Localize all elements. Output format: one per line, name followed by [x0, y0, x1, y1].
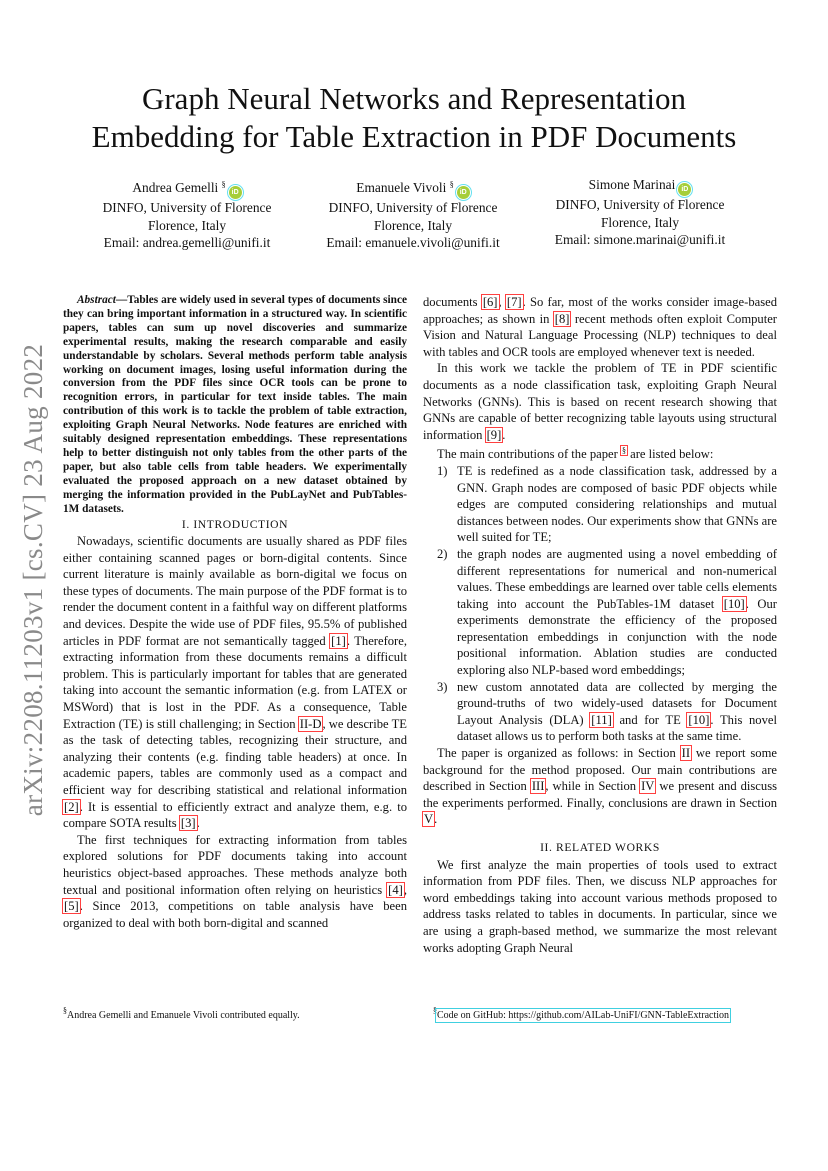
citation-link[interactable]: [1]: [331, 633, 346, 648]
section-heading-related-works: II. RELATED WORKS: [540, 841, 660, 854]
intro-paragraph-1: [63, 533, 407, 832]
author-block-3: [525, 176, 755, 249]
paragraph-text: .: [502, 427, 506, 442]
author-email: Email: emanuele.vivoli@unifi.it: [326, 235, 500, 250]
author-affiliation: DINFO, University of Florence: [102, 200, 272, 215]
citation-link[interactable]: [4]: [388, 882, 403, 897]
list-number: 3): [437, 679, 448, 694]
paragraph-text: we report some background for the method proposed. Our main contributions are described in Section: [423, 746, 777, 794]
paragraph-text: , we describe TE as the task of detecting tables, recognizing their structure, and analyzing their contents (e.g. finding table headers) at once. In academic papers, tables are commonly used as a compact and efficient way for describing statistical and relational information: [63, 716, 407, 797]
related-paragraph-1: We first analyze the main properties of tools used to extract information from PDF files. Then, we discuss NLP approaches for word embeddings taking into account various methods proposed to address tasks related to tables in documents. In particular, since we are using a graph-based method, we summarize the most relevant works adopting Graph Neural: [423, 857, 777, 955]
paragraph-text: .: [196, 816, 200, 831]
abstract-label: Abstract: [77, 294, 116, 306]
paragraph-text: In this work we tackle the problem of TE in PDF scientific documents as a node classification task, exploiting Graph Neural Networks (GNNs). This is based on recent research showing that GNNs are capable of better recognizing table layouts using structural information: [423, 361, 777, 442]
list-item: [423, 546, 777, 679]
citation-link[interactable]: [5]: [64, 899, 79, 914]
paragraph-text: recent methods often exploit Computer Vision and Natural Language Processing (NLP) techniques to deal with tables and OCR tools are employed whenever text is needed.: [423, 311, 777, 359]
paragraph-text: . So far, most of the works consider image-based approaches; as shown in: [423, 295, 778, 326]
author-city: Florence, Italy: [373, 217, 453, 233]
author-email: Email: andrea.gemelli@unifi.it: [103, 235, 271, 250]
title-line-2: Embedding for Table Extraction in PDF Documents: [91, 119, 737, 154]
section-link[interactable]: IV: [641, 779, 655, 794]
footnote-mark: §: [433, 1006, 437, 1015]
author-email: Email: simone.marinai@unifi.it: [554, 232, 726, 247]
intro-paragraph-2: [63, 832, 407, 932]
title-line-1: Graph Neural Networks and Representation: [141, 81, 687, 116]
paragraph-text: . Since 2013, competitions on table analysis have been organized to deal with both born-digital and scanned: [63, 899, 407, 930]
citation-link[interactable]: [11]: [591, 712, 612, 727]
contributions-list: [423, 463, 777, 745]
github-link[interactable]: Code on GitHub: https://github.com/AILab-UniFI/GNN-TableExtraction: [437, 1010, 730, 1021]
citation-link[interactable]: [10]: [723, 596, 745, 611]
author-block-1: [72, 176, 302, 252]
paragraph-text: . It is essential to efficiently extract and analyze them, e.g. to compare SOTA results: [63, 799, 407, 831]
citation-link[interactable]: [3]: [180, 816, 196, 831]
paragraph-text: . Our experiments demonstrate the efficiency of the proposed representation embeddings in conjunction with the node positional information. Ablation studies are conducted exploring also NLP-based word embeddings;: [457, 596, 777, 678]
paragraph-text: .: [434, 812, 438, 827]
section-link[interactable]: II: [681, 746, 691, 761]
paragraph-text: the graph nodes are augmented using a novel embedding of different representations for numerical and non-numerical values. These embeddings are learned over table cells elements taking into account the PubTables-1M dataset: [457, 546, 777, 611]
abstract-text: —Tables are widely used in several types of documents since they can bring important information in a structured way. In scientific papers, tables can sum up novel discoveries and summarize experimental results, making the research comparable and easily understandable by scholars. Several methods perform table analysis working on document images, losing useful information during the conversion from the PDF files since OCR tools can be prone to recognition errors, in particular for text inside tables. The main contribution of this work is to tackle the problem of table extraction, exploiting Graph Neural Networks. Node features are enriched with suitably designed representation embeddings. These representations help to better distinguish not only tables from the other parts of the paper, but also table cells from table headers. We experimentally evaluated the proposed approach on a new dataset obtained by merging the information provided in the PubLayNet and PubTables-1M datasets.: [63, 294, 407, 515]
author-city: Florence, Italy: [147, 217, 227, 233]
author-affiliation: DINFO, University of Florence: [328, 200, 498, 215]
citation-link[interactable]: [7]: [506, 295, 522, 309]
author-name: Andrea Gemelli: [132, 180, 219, 195]
footnote-text: Andrea Gemelli and Emanuele Vivoli contributed equally.: [67, 1010, 300, 1021]
equal-contribution-mark: §: [449, 180, 454, 189]
section-link[interactable]: III: [531, 779, 545, 794]
paragraph-text: The first techniques for extracting information from tables explored solutions for PDF documents taking into account heuristics object-based approaches. These methods analyze both textual and positional information often relying on heuristics: [63, 832, 407, 897]
paragraph-text: documents: [423, 295, 482, 309]
author-name: Simone Marinai: [588, 177, 676, 192]
citation-link[interactable]: [6]: [482, 295, 498, 309]
orcid-icon[interactable]: iD: [678, 183, 691, 196]
paper-title: [40, 80, 788, 156]
right-column: [423, 294, 777, 956]
author-block-2: [298, 176, 528, 252]
author-name: Emanuele Vivoli: [356, 180, 447, 195]
right-paragraph-1: [423, 294, 777, 360]
citation-link[interactable]: [8]: [554, 311, 570, 326]
orcid-icon[interactable]: iD: [457, 186, 470, 199]
list-number: 1): [437, 463, 448, 478]
footnote-right: [433, 1004, 729, 1022]
paragraph-text: TE is redefined as a node classification task, addressed by a GNN. Graph nodes are composed of basic PDF objects while edges are computed considering relationships and mutual distances between nodes. Our experiments show that GNNs are well suited for TE;: [457, 463, 778, 545]
paragraph-text: The paper is organized as follows: in Section: [437, 746, 681, 761]
footnote-mark: §: [63, 1006, 67, 1015]
section-link[interactable]: II-D: [299, 716, 322, 731]
orcid-icon[interactable]: iD: [229, 186, 242, 199]
left-column: [63, 294, 407, 931]
list-item: [423, 679, 777, 745]
right-paragraph-2: [423, 360, 777, 443]
citation-link[interactable]: [9]: [486, 427, 502, 442]
author-affiliation: DINFO, University of Florence: [555, 197, 725, 212]
paragraph-text: , while in Section: [545, 779, 641, 794]
footnote-link[interactable]: §: [621, 446, 626, 456]
paragraph-text: ,: [403, 882, 407, 897]
paragraph-text: new custom annotated data are collected by merging the ground-truths of two widely-used datasets for Document Layout Analysis (DLA): [457, 679, 777, 727]
list-item: [423, 463, 777, 546]
citation-link[interactable]: [2]: [64, 799, 79, 814]
paragraph-text: we present and discuss the experiments performed. Finally, conclusions are drawn in Section: [423, 779, 777, 810]
section-link[interactable]: V: [424, 812, 434, 827]
paragraph-text: . This novel dataset allows us to perform both tasks at the same time.: [457, 712, 777, 744]
author-city: Florence, Italy: [600, 214, 680, 230]
citation-link[interactable]: [10]: [688, 712, 710, 727]
paragraph-text: . Therefore, extracting information from these documents remains a difficult problem. This is particularly important for tables that are generated taking into account the semantic information (e.g. from LATEX or MSWord) that is lost in the PDF. As a consequence, Table Extraction (TE) is still challenging; in Section: [63, 633, 407, 731]
list-number: 2): [437, 546, 448, 561]
paragraph-text: are listed below:: [626, 447, 714, 462]
footnote-left: [63, 1004, 300, 1022]
paragraph-text: ,: [498, 295, 506, 309]
paragraph-text: and for TE: [612, 712, 688, 727]
section-heading-introduction: I. INTRODUCTION: [181, 517, 289, 531]
paragraph-text: The main contributions of the paper: [437, 447, 621, 462]
right-paragraph-4: [423, 745, 777, 828]
paragraph-text: Nowadays, scientific documents are usually shared as PDF files either containing scanned pages or born-digital contents. Since current literature is mainly available as born-digital we focus on these types of documents. The main purpose of the PDF format is to render the document content in a faithful way on different platforms and devices. Despite the wide use of PDF files, 95.5% of published articles in PDF format are not semantically tagged: [63, 534, 407, 648]
right-paragraph-3: [423, 443, 777, 463]
arxiv-identifier[interactable]: arXiv:2208.11203v1 [cs.CV] 23 Aug 2022: [18, 343, 48, 817]
equal-contribution-mark: §: [221, 180, 226, 189]
abstract: [63, 294, 407, 517]
